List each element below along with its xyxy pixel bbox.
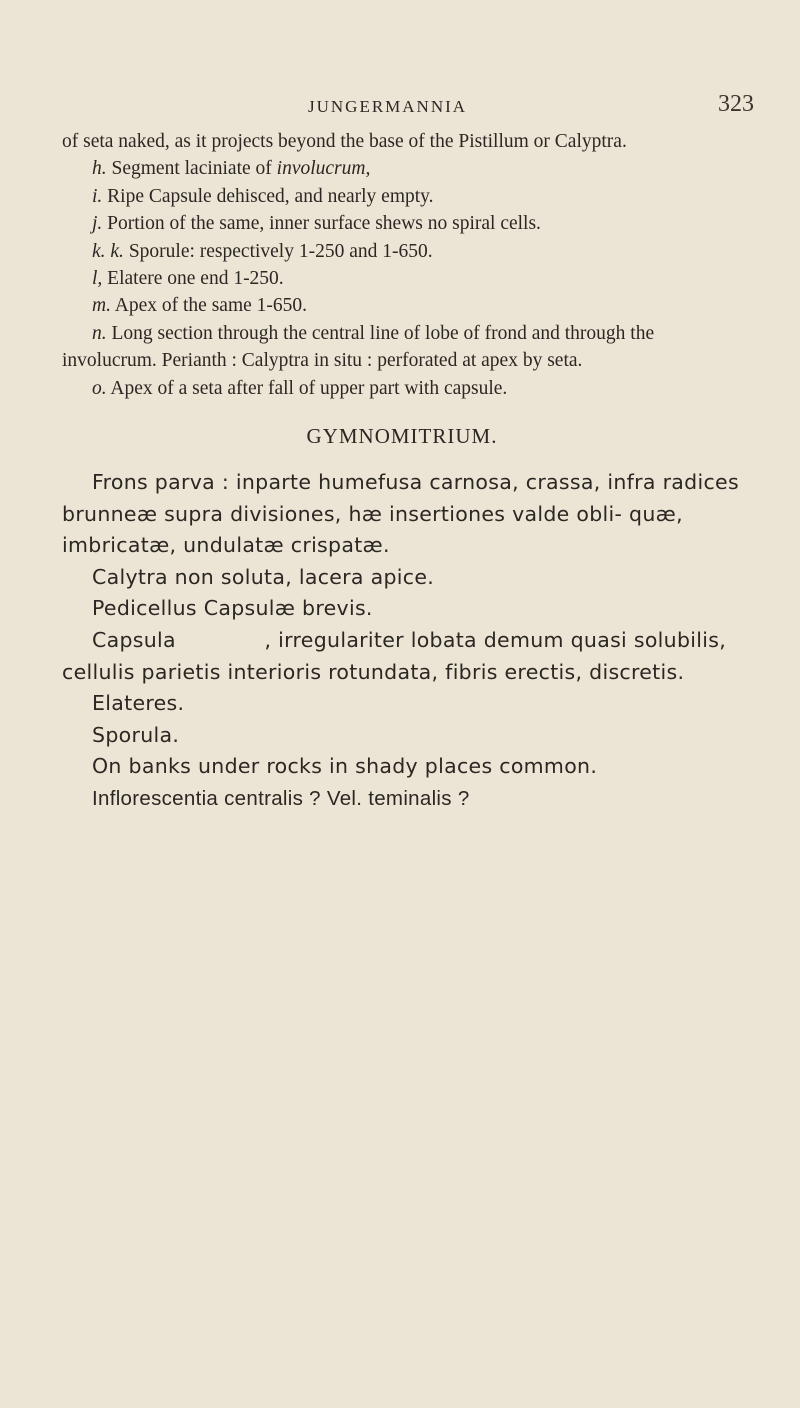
figure-note-intro: of seta naked, as it projects beyond the base of the Pistillum or Calyptra. [62, 131, 627, 152]
figure-letter: i. [92, 185, 103, 207]
figure-letter: o. [92, 377, 107, 399]
figure-note-k [62, 238, 742, 265]
figure-note-n [62, 320, 742, 375]
figure-note-o [62, 375, 742, 402]
description-paragraph: Sporula. [92, 722, 180, 747]
figure-letter: n. [92, 322, 107, 344]
inflorescence-paragraph: Inflorescentia centralis ? Vel. teminalis ? [92, 787, 470, 810]
description-paragraph: Frons parva : inparte humefusa carnosa, crassa, infra radices brunneæ supra divisiones, hæ insertiones valde obli- quæ, imbricatæ, undulatæ crispatæ. [62, 470, 739, 558]
running-head [0, 91, 800, 123]
description-paragraph: Capsula , irregulariter lobata demum quasi solubilis, cellulis parietis interioris rotundata, fibris erectis, discretis. [62, 628, 733, 684]
figure-note-text: Ripe Capsule dehisced, and nearly empty. [102, 185, 434, 207]
habitat-paragraph: On banks under rocks in shady places common. [92, 754, 598, 779]
description-paragraph: Pedicellus Capsulæ brevis. [92, 596, 373, 621]
section-title: GYMNOMITRIUM. [306, 424, 498, 449]
figure-note-text: Segment laciniate of [106, 158, 277, 180]
figure-letter: m. [92, 295, 111, 317]
figure-note-l [62, 265, 742, 292]
figure-note-text: Apex of a seta after fall of upper part with capsule. [106, 377, 508, 399]
figure-letter: j. [92, 213, 103, 235]
figure-note-m [62, 292, 742, 319]
figure-note-i [62, 183, 742, 210]
description-paragraph: Elateres. [92, 691, 185, 716]
page-number: 323 [718, 91, 754, 117]
figure-note-text: Elatere one end 1-250. [102, 268, 284, 290]
figure-note-j [62, 210, 742, 237]
figure-letter: k. k. [92, 240, 124, 262]
figure-note-h [62, 155, 742, 182]
running-title: JUNGERMANNIA [308, 97, 468, 116]
figure-letter: l, [92, 268, 103, 290]
figure-note-text: Sporule: respectively 1-250 and 1-650. [123, 240, 433, 262]
figure-note-text: Apex of the same 1-650. [110, 295, 308, 317]
figure-note-italic: involucrum, [276, 158, 371, 180]
description-paragraph: Calytra non soluta, lacera apice. [92, 564, 435, 589]
figure-letter: h. [92, 158, 107, 180]
figure-note-text: Portion of the same, inner surface shews no spiral cells. [102, 213, 541, 235]
body-text [62, 128, 742, 815]
figure-note-text: Long section through the central line of lobe of frond and through the involucrum. Perianth : Calyptra in situ : perforated at apex by seta. [62, 322, 655, 372]
